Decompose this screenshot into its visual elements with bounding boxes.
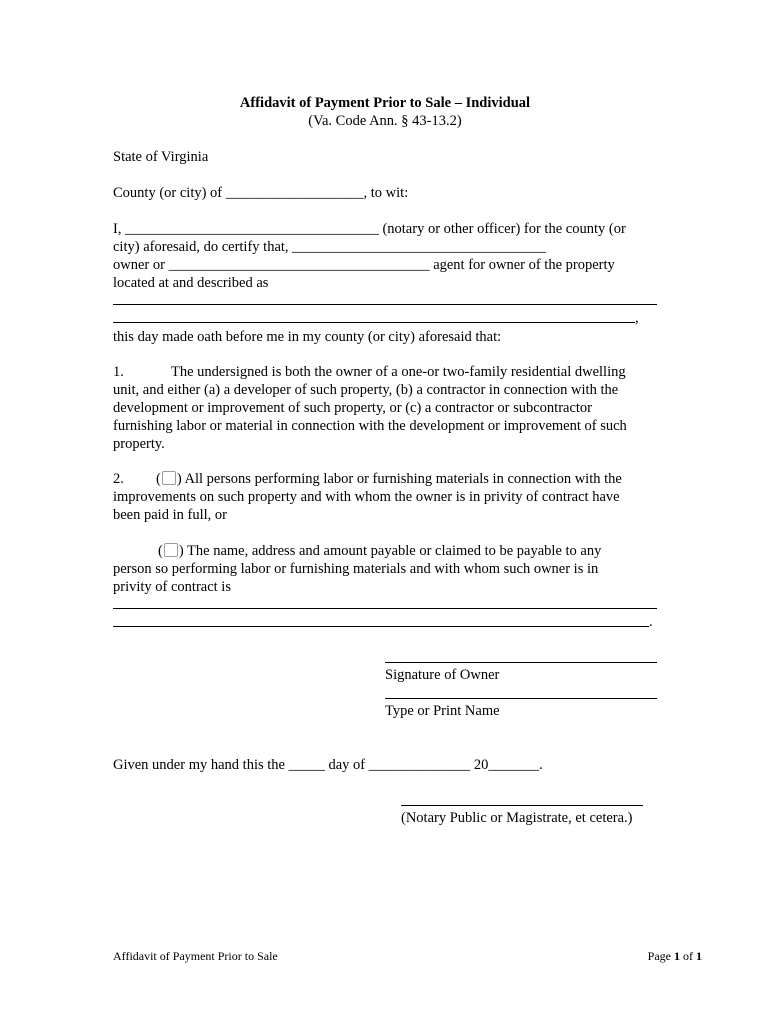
paragraph-3-line-1 bbox=[158, 542, 601, 560]
signature-of-owner-label: Signature of Owner bbox=[385, 667, 500, 683]
paragraph-1-line-5: property. bbox=[113, 436, 165, 452]
paragraph-1-line-1: The undersigned is both the owner of a one-or two-family residential dwelling bbox=[171, 364, 626, 380]
paragraph-2-line-3: been paid in full, or bbox=[113, 507, 227, 523]
given-under-hand-line: Given under my hand this the _____ day of ______________ 20_______. bbox=[113, 757, 543, 773]
paragraph-1-number: 1. bbox=[113, 364, 124, 380]
certify-line-4: located at and described as bbox=[113, 275, 269, 291]
certify-line-1: I, ___________________________________ (notary or other officer) for the county (or bbox=[113, 221, 626, 237]
paid-in-full-checkbox[interactable] bbox=[162, 471, 176, 485]
type-or-print-name-label: Type or Print Name bbox=[385, 703, 500, 719]
footer-page-number bbox=[648, 949, 702, 963]
paragraph-2-line-1 bbox=[156, 470, 622, 488]
paragraph-2-text: ) All persons performing labor or furnishing materials in connection with the bbox=[176, 471, 622, 487]
paragraph-3-line-2: person so performing labor or furnishing materials and with whom such owner is in bbox=[113, 561, 599, 577]
paragraph-3-text: ) The name, address and amount payable or claimed to be payable to any bbox=[178, 543, 602, 559]
footer-current-page: 1 bbox=[674, 949, 680, 963]
footer-document-title: Affidavit of Payment Prior to Sale bbox=[113, 949, 278, 963]
paragraph-1-line-2: unit, and either (a) a developer of such property, (b) a contractor in connection with the bbox=[113, 382, 619, 398]
document-title: Affidavit of Payment Prior to Sale – Individual bbox=[239, 95, 531, 111]
county-line: County (or city) of ___________________, to wit: bbox=[113, 185, 409, 201]
privity-period: . bbox=[649, 614, 653, 630]
footer-of-word: of bbox=[680, 949, 696, 963]
paragraph-3-line-3: privity of contract is bbox=[113, 579, 231, 595]
property-blank-line-1[interactable] bbox=[113, 304, 657, 305]
paragraph-2-line-2: improvements on such property and with whom the owner is in privity of contract have bbox=[113, 489, 620, 505]
privity-blank-line-1[interactable] bbox=[113, 608, 657, 609]
paragraph-1-line-4: furnishing labor or material in connection with the development or improvement of such bbox=[113, 418, 627, 434]
footer-page-word: Page bbox=[647, 949, 674, 963]
paragraph-1-line-3: development or improvement of such property, or (c) a contractor or subcontractor bbox=[113, 400, 592, 416]
notary-signature-line[interactable] bbox=[401, 805, 643, 806]
state-line: State of Virginia bbox=[113, 149, 209, 165]
amount-payable-checkbox[interactable] bbox=[164, 543, 178, 557]
owner-signature-line[interactable] bbox=[385, 662, 657, 663]
certify-line-2: city) aforesaid, do certify that, ___________________________________ bbox=[113, 239, 546, 255]
oath-line: this day made oath before me in my county (or city) aforesaid that: bbox=[113, 329, 502, 345]
notary-label: (Notary Public or Magistrate, et cetera.) bbox=[401, 810, 633, 826]
print-name-line[interactable] bbox=[385, 698, 657, 699]
privity-blank-line-2[interactable] bbox=[113, 626, 649, 627]
paragraph-3-open-paren: ( bbox=[158, 543, 163, 559]
footer-total-pages: 1 bbox=[696, 949, 702, 963]
property-comma: , bbox=[635, 310, 639, 326]
property-blank-line-2[interactable] bbox=[113, 322, 635, 323]
document-subtitle: (Va. Code Ann. § 43-13.2) bbox=[308, 113, 462, 129]
certify-line-3: owner or ____________________________________ agent for owner of the property bbox=[113, 257, 615, 273]
paragraph-2-number: 2. bbox=[113, 471, 124, 487]
paragraph-2-open-paren: ( bbox=[156, 471, 161, 487]
